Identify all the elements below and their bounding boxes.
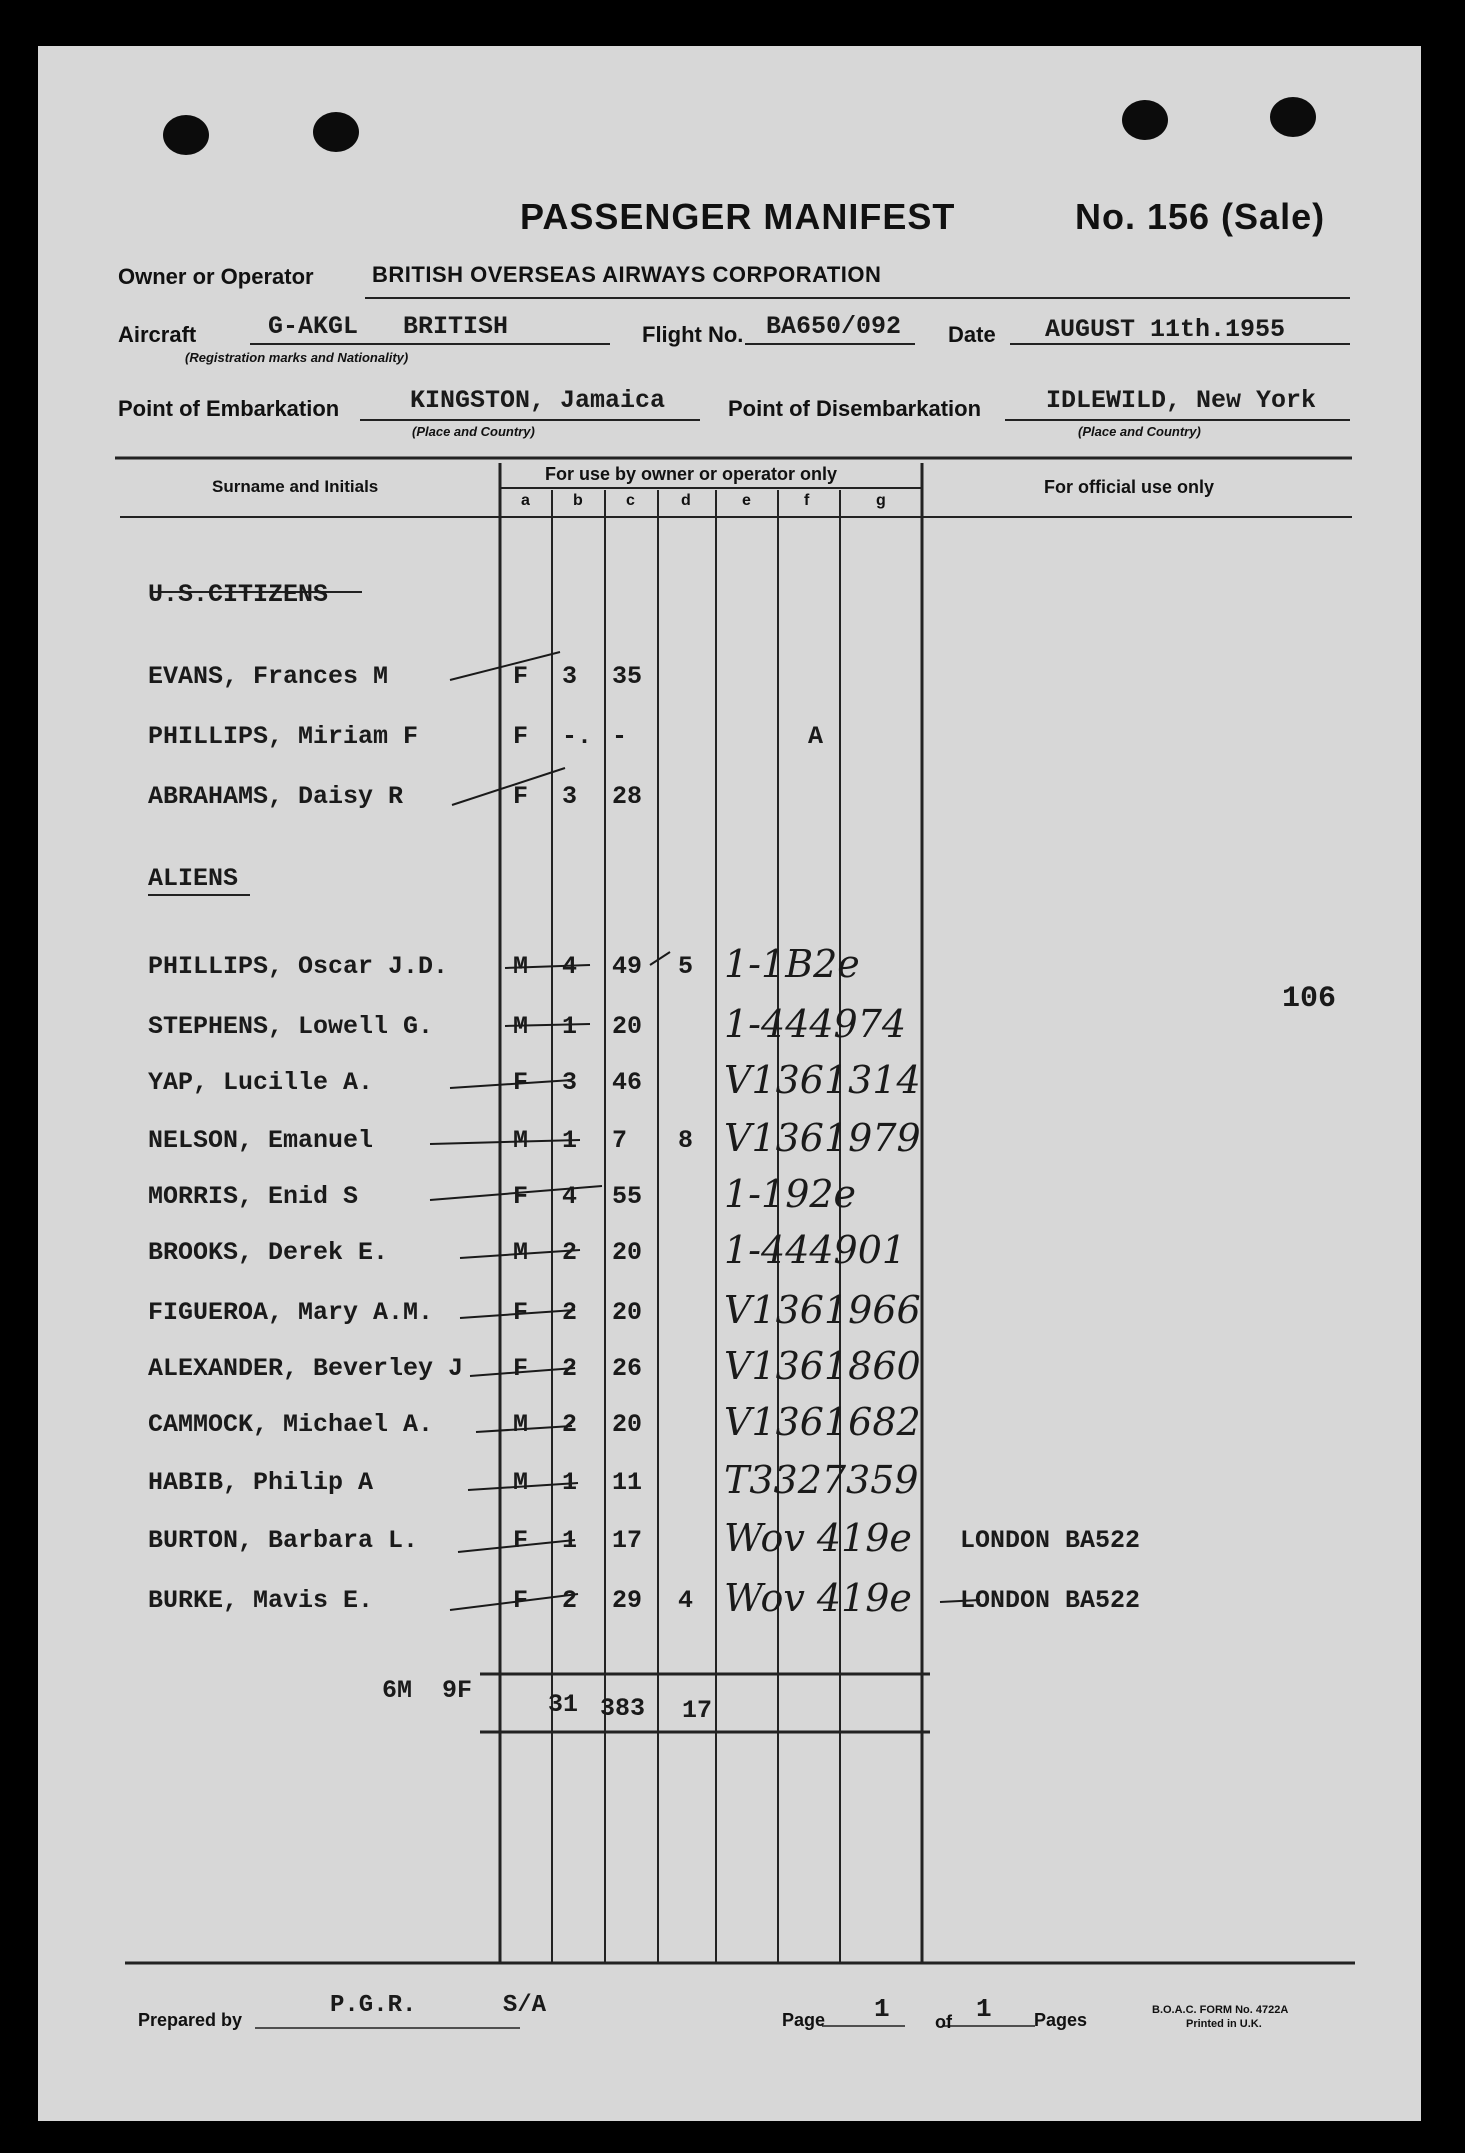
aircraft-value: G-AKGL BRITISH xyxy=(268,312,509,341)
totals-label: 6M 9F xyxy=(382,1676,473,1705)
passenger-b: 4 xyxy=(562,952,578,981)
column-letter-b: b xyxy=(573,492,583,509)
passenger-name: YAP, Lucille A. xyxy=(148,1068,374,1097)
passenger-c: 20 xyxy=(612,1012,643,1041)
passenger-official: LONDON BA522 xyxy=(960,1586,1141,1615)
passenger-c: 11 xyxy=(612,1468,643,1497)
passenger-c: 20 xyxy=(612,1238,643,1267)
embark-note: (Place and Country) xyxy=(412,424,535,439)
passenger-c: 26 xyxy=(612,1354,643,1383)
passenger-name: CAMMOCK, Michael A. xyxy=(148,1410,434,1439)
owner-value: BRITISH OVERSEAS AIRWAYS CORPORATION xyxy=(372,262,882,287)
passenger-ref: Wov 419e xyxy=(724,1576,912,1620)
page-title: PASSENGER MANIFEST xyxy=(520,196,956,237)
date-label: Date xyxy=(948,322,996,347)
of-value: 1 xyxy=(976,1994,992,2024)
passenger-c: 28 xyxy=(612,782,643,811)
passenger-b: 1 xyxy=(562,1012,578,1041)
passenger-c: - xyxy=(612,722,628,751)
page-value: 1 xyxy=(874,1994,890,2024)
passenger-name: FIGUEROA, Mary A.M. xyxy=(148,1298,434,1327)
passenger-name: NELSON, Emanuel xyxy=(148,1126,374,1155)
passenger-b: 3 xyxy=(562,662,578,691)
passenger-a: M xyxy=(513,1468,529,1497)
of-label: of xyxy=(935,2012,952,2032)
passenger-b: 2 xyxy=(562,1586,578,1615)
aircraft-label: Aircraft xyxy=(118,322,197,347)
passenger-b: 2 xyxy=(562,1410,578,1439)
column-letter-g: g xyxy=(876,492,886,509)
passenger-a: M xyxy=(513,1410,529,1439)
passenger-ref: V1361966 xyxy=(724,1288,921,1332)
passenger-ref: Wov 419e xyxy=(724,1516,912,1560)
column-letter-e: e xyxy=(742,492,751,509)
passenger-a: M xyxy=(513,1012,529,1041)
passenger-d: 8 xyxy=(678,1126,694,1155)
passenger-a: F xyxy=(513,1182,529,1211)
passenger-c: 49 xyxy=(612,952,643,981)
col-surname-header: Surname and Initials xyxy=(212,477,379,496)
passenger-ref: V1361860 xyxy=(724,1344,921,1388)
passenger-c: 20 xyxy=(612,1410,643,1439)
passenger-b: 3 xyxy=(562,782,578,811)
printed-footer: Printed in U.K. xyxy=(1186,2018,1262,2030)
owner-label: Owner or Operator xyxy=(118,264,314,289)
date-value: AUGUST 11th.1955 xyxy=(1045,315,1286,344)
passenger-a: F xyxy=(513,1068,529,1097)
passenger-b: 3 xyxy=(562,1068,578,1097)
passenger-c: 29 xyxy=(612,1586,643,1615)
passenger-a: F xyxy=(513,662,529,691)
passenger-ref: V1361314 xyxy=(724,1058,921,1102)
passenger-a: F xyxy=(513,1298,529,1327)
column-letter-d: d xyxy=(681,492,691,509)
passenger-b: 2 xyxy=(562,1298,578,1327)
passenger-b: 4 xyxy=(562,1182,578,1211)
passenger-c: 55 xyxy=(612,1182,643,1211)
passenger-name: MORRIS, Enid S xyxy=(148,1182,359,1211)
passenger-d: 4 xyxy=(678,1586,694,1615)
passenger-name: HABIB, Philip A xyxy=(148,1468,374,1497)
passenger-ref: A xyxy=(808,722,824,751)
passenger-ref: V1361682 xyxy=(724,1400,921,1444)
passenger-a: M xyxy=(513,1238,529,1267)
passenger-b: 2 xyxy=(562,1354,578,1383)
passenger-name: ABRAHAMS, Daisy R xyxy=(148,782,404,811)
column-letter-f: f xyxy=(804,492,810,509)
disembark-label: Point of Disembarkation xyxy=(728,396,982,421)
form-footer: B.O.A.C. FORM No. 4722A xyxy=(1152,2004,1289,2016)
embark-label: Point of Embarkation xyxy=(118,396,340,421)
passenger-ref: 1-192e xyxy=(724,1172,857,1216)
passenger-ref: T3327359 xyxy=(724,1458,919,1502)
totals-c: 383 xyxy=(600,1694,646,1723)
passenger-b: 1 xyxy=(562,1526,578,1555)
passenger-d: 5 xyxy=(678,952,694,981)
embark-value: KINGSTON, Jamaica xyxy=(410,386,666,415)
official-number: 106 xyxy=(1282,982,1337,1016)
passenger-name: PHILLIPS, Oscar J.D. xyxy=(148,952,449,981)
flight-label: Flight No. xyxy=(642,322,744,347)
prepared-value: P.G.R. S/A xyxy=(330,1992,547,2019)
passenger-b: 2 xyxy=(562,1238,578,1267)
column-letter-c: c xyxy=(626,492,635,509)
passenger-c: 17 xyxy=(612,1526,643,1555)
passenger-name: BURKE, Mavis E. xyxy=(148,1586,374,1615)
passenger-ref: 1-444974 xyxy=(724,1002,907,1046)
col-official-header: For official use only xyxy=(1044,477,1215,497)
passenger-c: 20 xyxy=(612,1298,643,1327)
passenger-name: BROOKS, Derek E. xyxy=(148,1238,389,1267)
passenger-name: ALEXANDER, Beverley J xyxy=(148,1354,464,1383)
passenger-b: -. xyxy=(562,722,593,751)
disembark-value: IDLEWILD, New York xyxy=(1046,386,1317,415)
passenger-a: M xyxy=(513,1126,529,1155)
page-label: Page xyxy=(782,2010,826,2030)
passenger-ref: 1-1B2e xyxy=(724,942,860,986)
passenger-b: 1 xyxy=(562,1126,578,1155)
passenger-c: 35 xyxy=(612,662,643,691)
passenger-ref: 1-444901 xyxy=(724,1228,907,1272)
passenger-c: 46 xyxy=(612,1068,643,1097)
totals-d: 17 xyxy=(682,1696,713,1725)
passenger-a: F xyxy=(513,782,529,811)
aircraft-note: (Registration marks and Nationality) xyxy=(185,350,409,365)
disembark-note: (Place and Country) xyxy=(1078,424,1201,439)
prepared-label: Prepared by xyxy=(138,2010,243,2030)
section-us-citizens: U.S.CITIZENS xyxy=(148,580,329,609)
form-number: No. 156 (Sale) xyxy=(1075,196,1326,237)
col-owner-header: For use by owner or operator only xyxy=(545,464,838,484)
passenger-c: 7 xyxy=(612,1126,628,1155)
passenger-a: F xyxy=(513,1586,529,1615)
passenger-name: BURTON, Barbara L. xyxy=(148,1526,419,1555)
passenger-ref: V1361979 xyxy=(724,1116,921,1160)
passenger-name: STEPHENS, Lowell G. xyxy=(148,1012,434,1041)
pages-label: Pages xyxy=(1034,2010,1088,2030)
passenger-b: 1 xyxy=(562,1468,578,1497)
passenger-a: F xyxy=(513,1526,529,1555)
column-letter-a: a xyxy=(521,492,530,509)
passenger-a: M xyxy=(513,952,529,981)
passenger-a: F xyxy=(513,1354,529,1383)
flight-value: BA650/092 xyxy=(766,312,902,341)
passenger-official: LONDON BA522 xyxy=(960,1526,1141,1555)
passenger-a: F xyxy=(513,722,529,751)
totals-b: 31 xyxy=(548,1690,579,1719)
section-aliens: ALIENS xyxy=(148,864,239,893)
passenger-name: EVANS, Frances M xyxy=(148,662,389,691)
passenger-name: PHILLIPS, Miriam F xyxy=(148,722,419,751)
